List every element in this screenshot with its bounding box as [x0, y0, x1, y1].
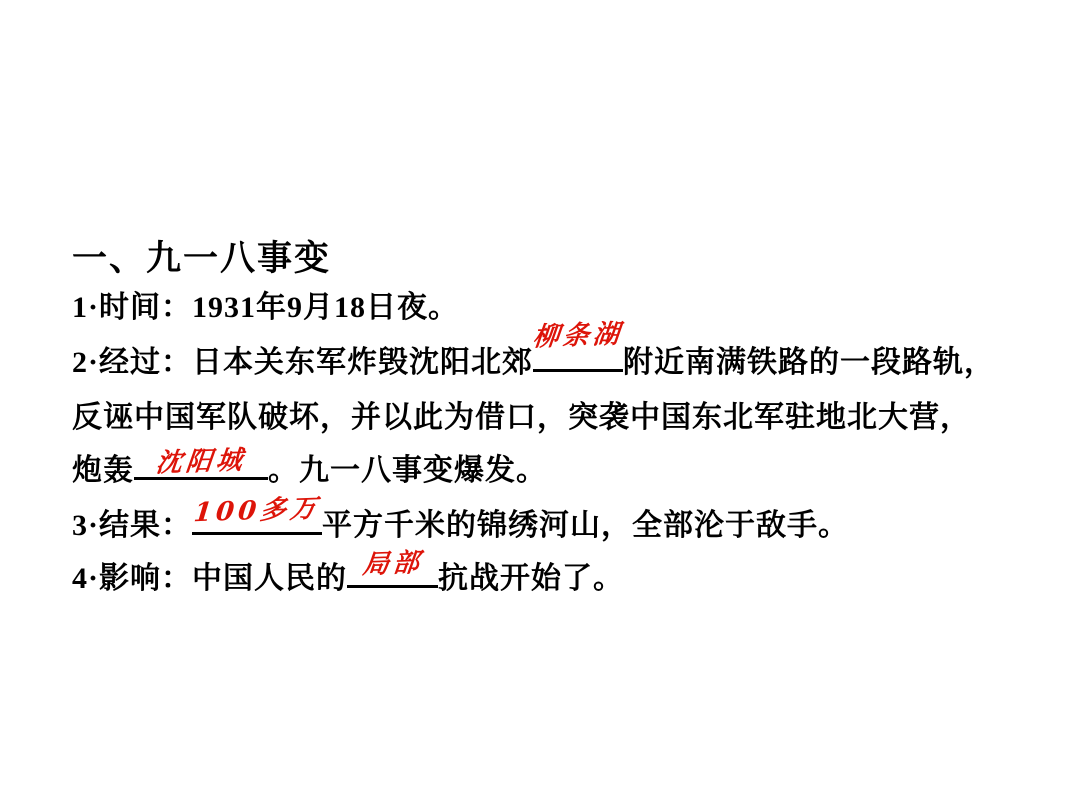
item-2-course-line-1 — [72, 319, 996, 381]
answer-liutiaohu: 柳条湖 — [531, 319, 625, 353]
item-1-time — [72, 291, 459, 326]
answer-shenyangcheng: 沈阳城 — [154, 445, 248, 479]
blank-shenyangcheng — [134, 445, 268, 480]
item-2-line-3-prefix: 炮轰 — [72, 454, 134, 487]
item-2-course-line-3 — [72, 445, 547, 489]
item-4-suffix: 抗战开始了。 — [438, 562, 625, 595]
item-2-line-1-suffix: 附近南满铁路的一段路轨， — [623, 346, 996, 379]
item-2-line-1-prefix: 2·经过：日本关东军炸毁沈阳北郊 — [72, 346, 534, 379]
item-3-prefix: 3·结果： — [72, 509, 193, 542]
blank-liutiaohu — [531, 319, 625, 372]
section-heading: 一、九一八事变 — [72, 239, 332, 278]
item-2-course-line-2 — [72, 401, 971, 436]
item-4-prefix: 4·影响：中国人民的 — [72, 562, 348, 595]
item-1-text: 1·时间：1931年9月18日夜。 — [72, 291, 460, 324]
item-3-result — [72, 493, 850, 544]
item-4-influence — [72, 547, 625, 597]
answer-jubu: 局部 — [360, 547, 425, 581]
blank-100duowan — [192, 493, 322, 535]
item-2-line-2-text: 反诬中国军队破坏，并以此为借口，突袭中国东北军驻地北大营， — [72, 401, 971, 434]
item-3-suffix: 平方千米的锦绣河山，全部沦于敌手。 — [322, 509, 850, 542]
blank-jubu — [347, 547, 438, 588]
item-2-line-3-suffix: 。九一八事变爆发。 — [268, 454, 547, 487]
answer-100duowan: 100多万 — [192, 493, 322, 529]
